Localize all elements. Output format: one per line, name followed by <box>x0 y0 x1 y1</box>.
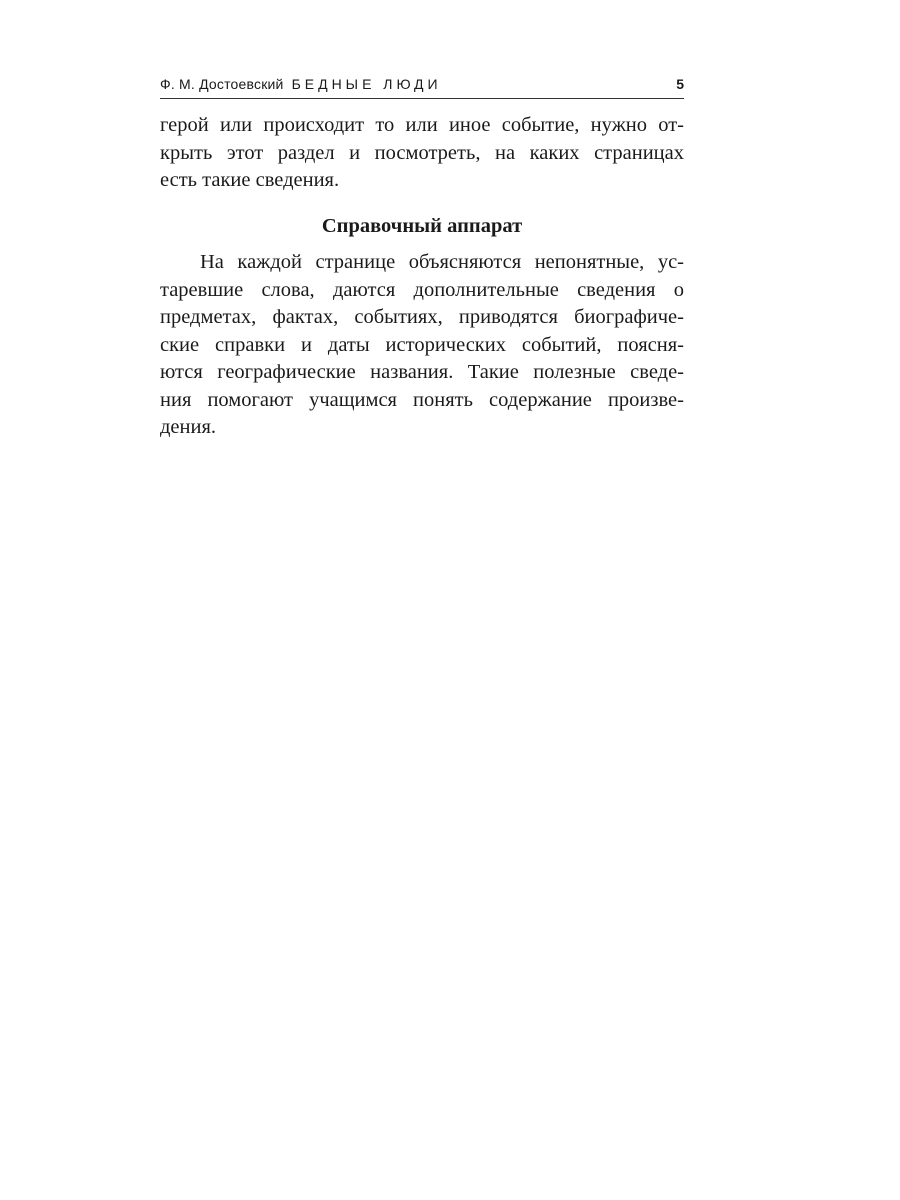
text-line: есть такие сведения. <box>160 169 340 191</box>
book-title: БЕДНЫЕ ЛЮДИ <box>291 76 442 92</box>
text-line: дения. <box>160 416 217 438</box>
section-heading: Справочный аппарат <box>321 215 523 237</box>
paragraph-reference-apparatus <box>160 249 684 442</box>
page-number: 5 <box>676 76 684 92</box>
text-line: ния помогают учащимся понять содержание произве- <box>160 388 684 411</box>
text-line: герой или происходит то или иное событие, нужно от- <box>160 114 684 136</box>
text-line: ские справки и даты исторических событий, поясня- <box>160 333 684 356</box>
text-line: таревшие слова, даются дополнительные сведения о <box>160 278 684 301</box>
running-head <box>160 76 684 96</box>
text-line: ются географические названия. Такие полезные сведе- <box>160 361 684 383</box>
running-head-author-title <box>160 76 442 92</box>
text-line: На каждой странице объясняются непонятные, ус- <box>200 251 684 273</box>
text-line: крыть этот раздел и посмотреть, на каких страницах <box>160 141 684 164</box>
text-line: предметах, фактах, событиях, приводятся биографиче- <box>160 306 684 328</box>
paragraph-continuation <box>160 112 684 195</box>
author-name: Ф. М. Достоевский <box>160 76 284 92</box>
header-rule <box>160 98 684 99</box>
